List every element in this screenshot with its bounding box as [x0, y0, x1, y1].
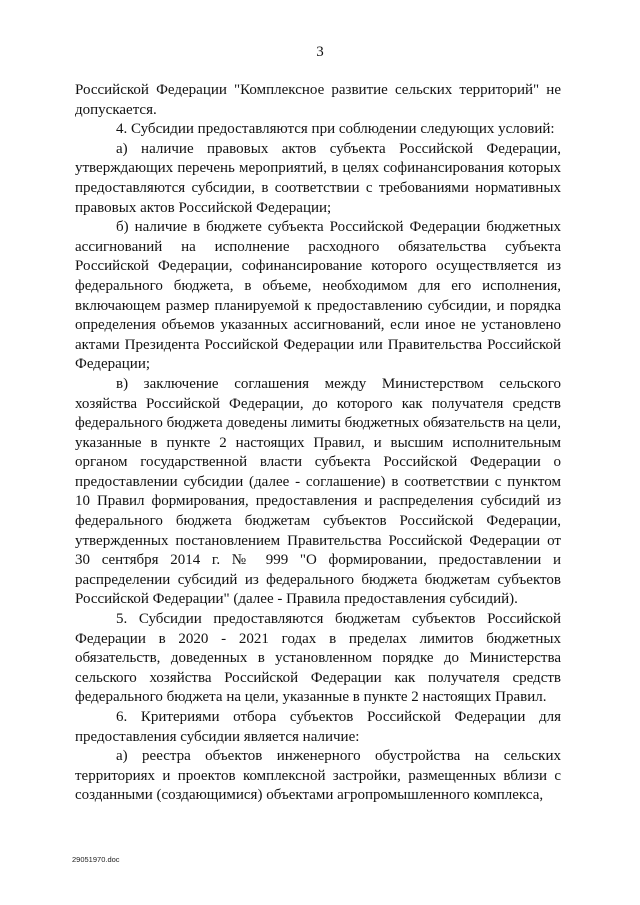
paragraph: 4. Субсидии предоставляются при соблюдении следующих условий: [116, 121, 555, 138]
paragraph: 6. Критериями отбора субъектов Российской Федерации для предоставления субсидии является наличие: [75, 709, 561, 745]
page-number: 3 [316, 44, 324, 60]
paragraph: б) наличие в бюджете субъекта Российской Федерации бюджетных ассигнований на исполнение расходного обязательства субъекта Российской Федерации, софинансирование которого осуществляется из федерального бюджета, в объеме, необходимом для его исполнения, включающем размер планируемой к предоставлению субсидии, и порядка определения объемов указанных ассигнований, если иное не установлено актами Президента Российской Федерации или Правительства Российской Федерации; [75, 219, 561, 373]
paragraph: а) наличие правовых актов субъекта Российской Федерации, утверждающих перечень мероприятий, в целях софинансирования которых предоставляются субсидии, в соответствии с требованиями нормативных правовых актов Российской Федерации; [75, 140, 561, 216]
paragraph: а) реестра объектов инженерного обустройства на сельских территориях и проектов комплексной застройки, размещенных вблизи с созданными (создающимися) объектами агропромышленного комплекса, [75, 748, 561, 804]
paragraph: в) заключение соглашения между Министерством сельского хозяйства Российской Федерации, до которого как получателя средств федерального бюджета доведены лимиты бюджетных обязательств на цели, указанные в пункте 2 настоящих Правил, и высшим исполнительным органом государственной власти субъекта Российской Федерации о предоставлении субсидии (далее - соглашение) в соответствии с пунктом 10 Правил формирования, предоставления и распределения субсидий из федерального бюджета бюджетам субъектов Российской Федерации, утвержденных постановлением Правительства Российской Федерации от 30 сентября 2014 г. № 999 "О формировании, предоставлении и распределении субсидий из федерального бюджета бюджетам субъектов Российской Федерации" (далее - Правила предоставления субсидий). [75, 375, 561, 608]
paragraph: 5. Субсидии предоставляются бюджетам субъектов Российской Федерации в 2020 - 2021 годах в пределах лимитов бюджетных обязательств, доведенных в установленном порядке до Министерства сельского хозяйства Российской Федерации как получателя средств федерального бюджета на цели, указанные в пункте 2 настоящих Правил. [75, 611, 561, 706]
document-body [75, 81, 561, 806]
paragraph: Российской Федерации "Комплексное развитие сельских территорий" не допускается. [75, 82, 561, 118]
document-footer-code: 29051970.doc [72, 855, 120, 864]
